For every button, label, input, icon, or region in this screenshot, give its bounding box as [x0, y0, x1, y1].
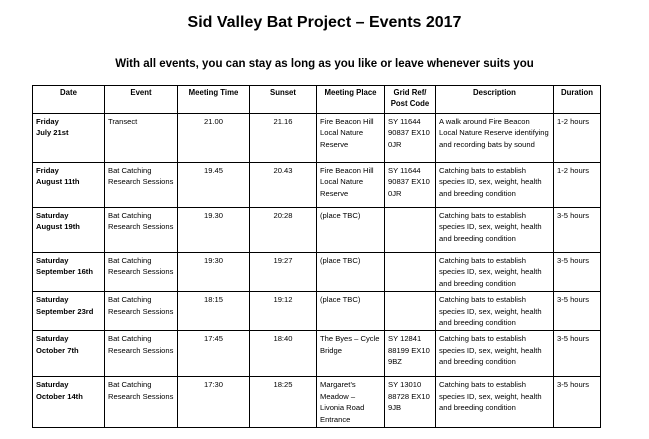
- sunset-cell: 19:12: [250, 292, 317, 331]
- duration-cell: 3-5 hours: [554, 292, 601, 331]
- events-table: [32, 85, 601, 428]
- grid-ref-cell: SY 13010 88728 EX10 9JB: [385, 377, 436, 428]
- meeting-time-cell: 19.30: [178, 208, 250, 253]
- description-cell: Catching bats to establish species ID, sex, weight, health and breeding condition: [436, 377, 554, 428]
- header-row: [33, 86, 601, 114]
- table-row: [33, 331, 601, 377]
- table-row: [33, 377, 601, 428]
- table-row: [33, 253, 601, 292]
- meeting-place-cell: Fire Beacon Hill Local Nature Reserve: [317, 114, 385, 163]
- duration-cell: 1-2 hours: [554, 114, 601, 163]
- date-cell: [33, 114, 105, 163]
- meeting-time-cell: 17:30: [178, 377, 250, 428]
- description-cell: A walk around Fire Beacon Local Nature Reserve identifying and recording bats by sound: [436, 114, 554, 163]
- description-cell: Catching bats to establish species ID, sex, weight, health and breeding condition: [436, 331, 554, 377]
- meeting-place-cell: (place TBC): [317, 253, 385, 292]
- meeting-time-cell: 18:15: [178, 292, 250, 331]
- grid-ref-cell: [385, 292, 436, 331]
- event-day: Friday: [36, 166, 59, 175]
- date-cell: [33, 377, 105, 428]
- table-row: [33, 292, 601, 331]
- date-cell: [33, 292, 105, 331]
- grid-ref-cell: [385, 253, 436, 292]
- duration-cell: 3-5 hours: [554, 208, 601, 253]
- sunset-cell: 18:40: [250, 331, 317, 377]
- event-date: October 14th: [36, 391, 83, 401]
- date-cell: [33, 253, 105, 292]
- event-day: Saturday: [36, 211, 69, 220]
- duration-cell: 3-5 hours: [554, 377, 601, 428]
- description-cell: Catching bats to establish species ID, sex, weight, health and breeding condition: [436, 163, 554, 208]
- sunset-cell: 20:28: [250, 208, 317, 253]
- duration-cell: 1-2 hours: [554, 163, 601, 208]
- page-subtitle: With all events, you can stay as long as you like or leave whenever suits you: [115, 58, 534, 70]
- date-cell: [33, 331, 105, 377]
- description-cell: Catching bats to establish species ID, sex, weight, health and breeding condition: [436, 292, 554, 331]
- meeting-place-cell: Margaret’s Meadow – Livonia Road Entrance: [317, 377, 385, 428]
- table-row: [33, 208, 601, 253]
- event-day: Saturday: [36, 295, 69, 305]
- event-date: August 19th: [36, 222, 80, 232]
- col-header-grid-ref: Grid Ref/ Post Code: [385, 86, 436, 114]
- event-cell: Bat Catching Research Sessions: [105, 377, 178, 428]
- event-cell: Bat Catching Research Sessions: [105, 163, 178, 208]
- event-cell: Bat Catching Research Sessions: [105, 253, 178, 292]
- event-cell: Bat Catching Research Sessions: [105, 208, 178, 253]
- col-header-meeting-place: Meeting Place: [317, 86, 385, 114]
- event-cell: Transect: [105, 114, 178, 163]
- grid-ref-cell: [385, 208, 436, 253]
- col-header-meeting-time: Meeting Time: [178, 86, 250, 114]
- meeting-place-cell: (place TBC): [317, 208, 385, 253]
- sunset-cell: 20.43: [250, 163, 317, 208]
- event-cell: Bat Catching Research Sessions: [105, 292, 178, 331]
- event-date: October 7th: [36, 345, 79, 355]
- event-date: September 16th: [36, 267, 93, 277]
- table-row: [33, 163, 601, 208]
- col-header-duration: Duration: [554, 86, 601, 114]
- sunset-cell: 21.16: [250, 114, 317, 163]
- duration-cell: 3-5 hours: [554, 253, 601, 292]
- meeting-place-cell: The Byes – Cycle Bridge: [317, 331, 385, 377]
- date-cell: [33, 208, 105, 253]
- meeting-time-cell: 21.00: [178, 114, 250, 163]
- event-date: July 21st: [36, 128, 69, 138]
- event-day: Saturday: [36, 380, 69, 390]
- col-header-date: Date: [33, 86, 105, 114]
- duration-cell: 3-5 hours: [554, 331, 601, 377]
- event-date: September 23rd: [36, 306, 94, 316]
- col-header-sunset: Sunset: [250, 86, 317, 114]
- description-cell: Catching bats to establish species ID, sex, weight, health and breeding condition: [436, 208, 554, 253]
- meeting-place-cell: (place TBC): [317, 292, 385, 331]
- date-cell: [33, 163, 105, 208]
- meeting-time-cell: 17:45: [178, 331, 250, 377]
- page-title: Sid Valley Bat Project – Events 2017: [187, 14, 462, 31]
- grid-ref-cell: SY 12841 88199 EX10 9BZ: [385, 331, 436, 377]
- description-cell: Catching bats to establish species ID, sex, weight, health and breeding condition: [436, 253, 554, 292]
- event-day: Friday: [36, 117, 59, 126]
- table-row: [33, 114, 601, 163]
- col-header-event: Event: [105, 86, 178, 114]
- col-header-description: Description: [436, 86, 554, 114]
- event-day: Saturday: [36, 256, 69, 265]
- meeting-time-cell: 19:30: [178, 253, 250, 292]
- meeting-place-cell: Fire Beacon Hill Local Nature Reserve: [317, 163, 385, 208]
- meeting-time-cell: 19.45: [178, 163, 250, 208]
- grid-ref-cell: SY 11644 90837 EX10 0JR: [385, 114, 436, 163]
- event-day: Saturday: [36, 334, 69, 344]
- event-cell: Bat Catching Research Sessions: [105, 331, 178, 377]
- event-date: August 11th: [36, 177, 80, 187]
- sunset-cell: 19:27: [250, 253, 317, 292]
- sunset-cell: 18:25: [250, 377, 317, 428]
- grid-ref-cell: SY 11644 90837 EX10 0JR: [385, 163, 436, 208]
